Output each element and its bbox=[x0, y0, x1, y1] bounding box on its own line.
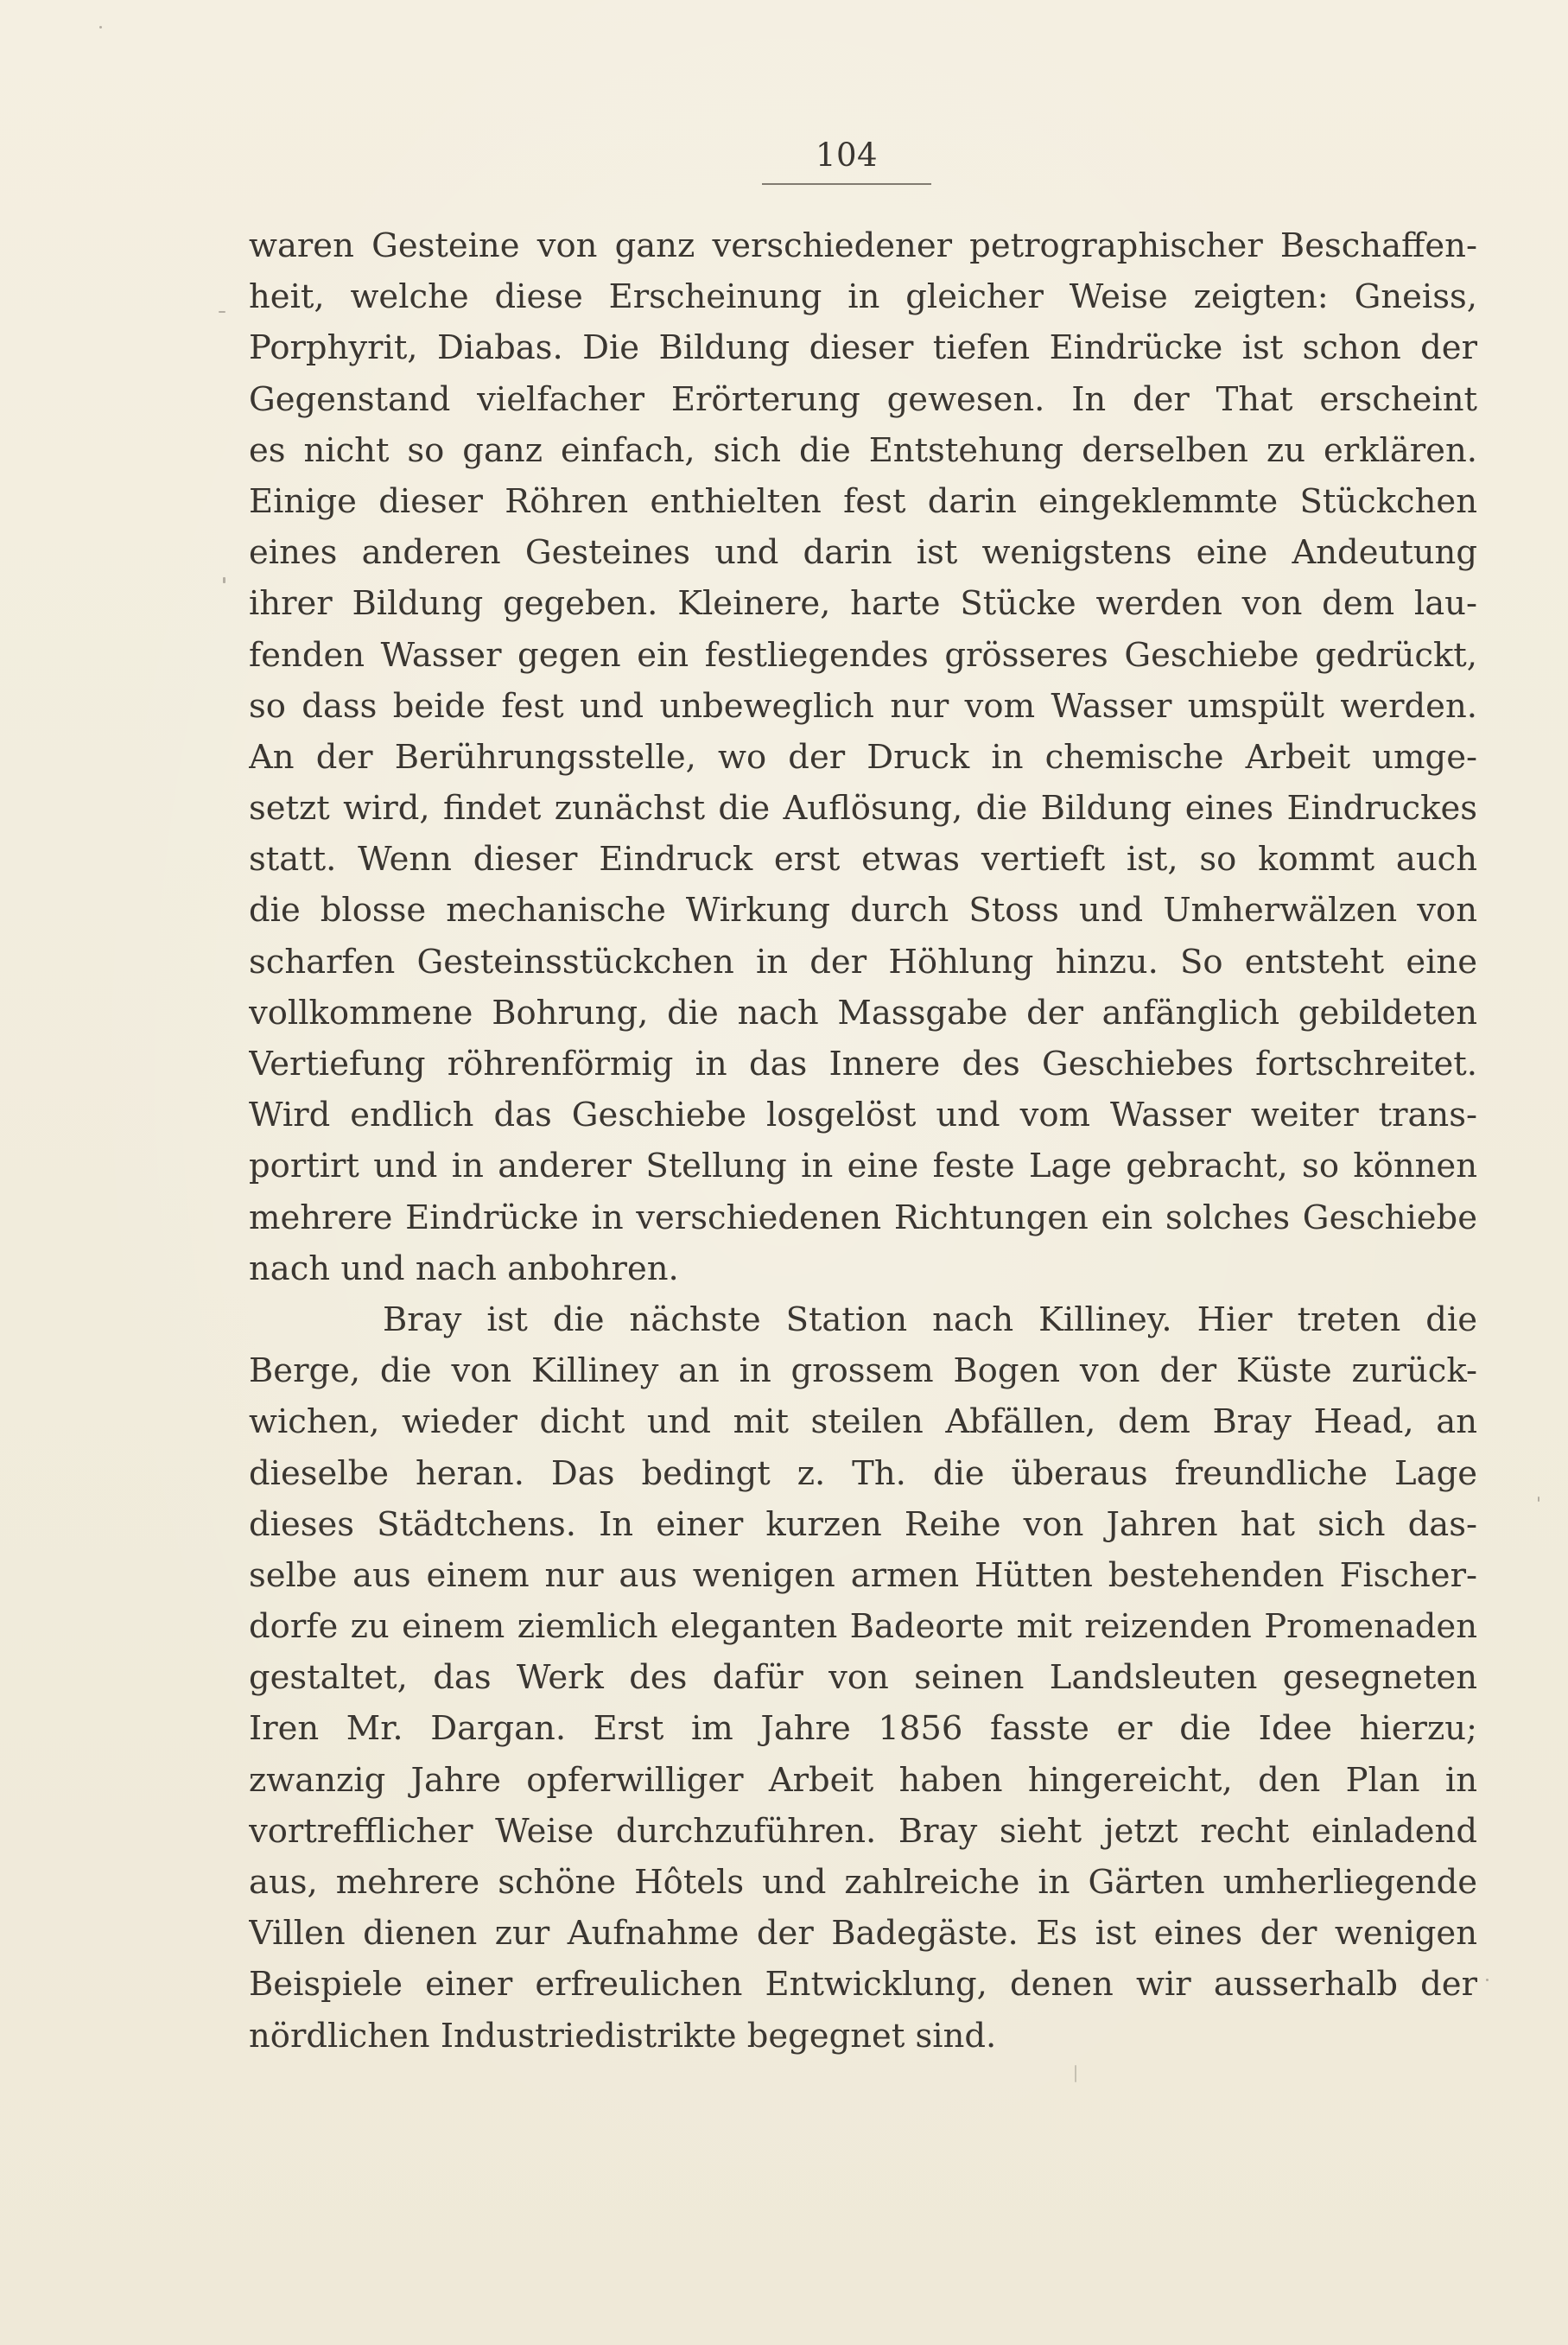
text-line: nördlichen Industriedistrikte begegnet sind. bbox=[249, 2016, 997, 2056]
text-line: Vertiefung röhrenförmig in das Innere des Geschiebes fortschreitet. bbox=[249, 1045, 1477, 1084]
text-line: dieses Städtchens. In einer kurzen Reihe von Jahren hat sich das- bbox=[249, 1504, 1477, 1544]
paragraph-1 bbox=[249, 220, 1477, 1294]
text-line: wichen, wieder dicht und mit steilen Abfällen, dem Bray Head, an bbox=[249, 1402, 1477, 1442]
text-line: mehrere Eindrücke in verschiedenen Richtungen ein solches Geschiebe bbox=[249, 1198, 1477, 1237]
text-line: An der Berührungsstelle, wo der Druck in chemische Arbeit umge- bbox=[249, 737, 1477, 777]
text-line: Berge, die von Killiney an in grossem Bogen von der Küste zurück- bbox=[249, 1351, 1477, 1391]
text-line: vollkommene Bohrung, die nach Massgabe der anfänglich gebildeten bbox=[249, 993, 1477, 1033]
text-line: vortrefflicher Weise durchzuführen. Bray sieht jetzt recht einladend bbox=[249, 1811, 1477, 1851]
text-line: heit, welche diese Erscheinung in gleicher Weise zeigten: Gneiss, bbox=[249, 277, 1477, 317]
text-line: aus, mehrere schöne Hôtels und zahlreiche in Gärten umherliegende bbox=[249, 1863, 1477, 1902]
text-line: zwanzig Jahre opferwilliger Arbeit haben hingereicht, den Plan in bbox=[249, 1760, 1477, 1800]
paper-speck bbox=[223, 577, 225, 583]
text-line: fenden Wasser gegen ein festliegendes grösseres Geschiebe gedrückt, bbox=[249, 635, 1477, 675]
paragraph-2 bbox=[249, 1294, 1477, 2062]
text-line: selbe aus einem nur aus wenigen armen Hütten bestehenden Fischer- bbox=[249, 1555, 1477, 1595]
text-line: es nicht so ganz einfach, sich die Entstehung derselben zu erklären. bbox=[249, 430, 1477, 470]
text-line: Einige dieser Röhren enthielten fest darin eingeklemmte Stückchen bbox=[249, 481, 1477, 521]
text-line: portirt und in anderer Stellung in eine feste Lage gebracht, so können bbox=[249, 1147, 1477, 1186]
text-line: waren Gesteine von ganz verschiedener petrographischer Beschaffen- bbox=[249, 226, 1477, 265]
text-line: Bray ist die nächste Station nach Killiney. Hier treten die bbox=[383, 1300, 1477, 1339]
text-line: gestaltet, das Werk des dafür von seinen Landsleuten gesegneten bbox=[249, 1658, 1477, 1698]
text-line: Villen dienen zur Aufnahme der Badegäste. Es ist eines der wenigen bbox=[249, 1914, 1477, 1954]
paper-speck bbox=[1486, 1979, 1489, 1981]
paper-speck bbox=[1075, 2065, 1076, 2082]
text-line: setzt wird, findet zunächst die Auflösung, die Bildung eines Eindruckes bbox=[249, 789, 1477, 829]
text-line: so dass beide fest und unbeweglich nur vom Wasser umspült werden. bbox=[249, 686, 1477, 726]
page-number: 104 bbox=[815, 137, 879, 174]
text-line: ihrer Bildung gegeben. Kleinere, harte Stücke werden von dem lau- bbox=[249, 584, 1477, 624]
text-line: statt. Wenn dieser Eindruck erst etwas vertieft ist, so kommt auch bbox=[249, 840, 1477, 880]
paper-speck bbox=[1538, 1497, 1539, 1502]
header-rule bbox=[762, 183, 931, 185]
text-line: nach und nach anbohren. bbox=[249, 1249, 679, 1288]
paper-speck bbox=[219, 311, 225, 313]
text-line: Porphyrit, Diabas. Die Bildung dieser tiefen Eindrücke ist schon der bbox=[249, 328, 1477, 368]
text-line: Beispiele einer erfreulichen Entwicklung, denen wir ausserhalb der bbox=[249, 1965, 1477, 2005]
text-line: scharfen Gesteinsstückchen in der Höhlung hinzu. So entsteht eine bbox=[249, 942, 1477, 982]
paper-speck bbox=[99, 26, 102, 29]
text-line: die blosse mechanische Wirkung durch Stoss und Umherwälzen von bbox=[249, 891, 1477, 931]
body-text bbox=[249, 220, 1477, 2062]
text-line: Wird endlich das Geschiebe losgelöst und vom Wasser weiter trans- bbox=[249, 1096, 1477, 1135]
text-line: eines anderen Gesteines und darin ist wenigstens eine Andeutung bbox=[249, 533, 1477, 573]
text-line: Gegenstand vielfacher Erörterung gewesen. In der That erscheint bbox=[249, 379, 1477, 419]
text-line: dieselbe heran. Das bedingt z. Th. die überaus freundliche Lage bbox=[249, 1453, 1477, 1493]
text-line: Iren Mr. Dargan. Erst im Jahre 1856 fasste er die Idee hierzu; bbox=[249, 1709, 1477, 1749]
text-line: dorfe zu einem ziemlich eleganten Badeorte mit reizenden Promenaden bbox=[249, 1607, 1477, 1647]
